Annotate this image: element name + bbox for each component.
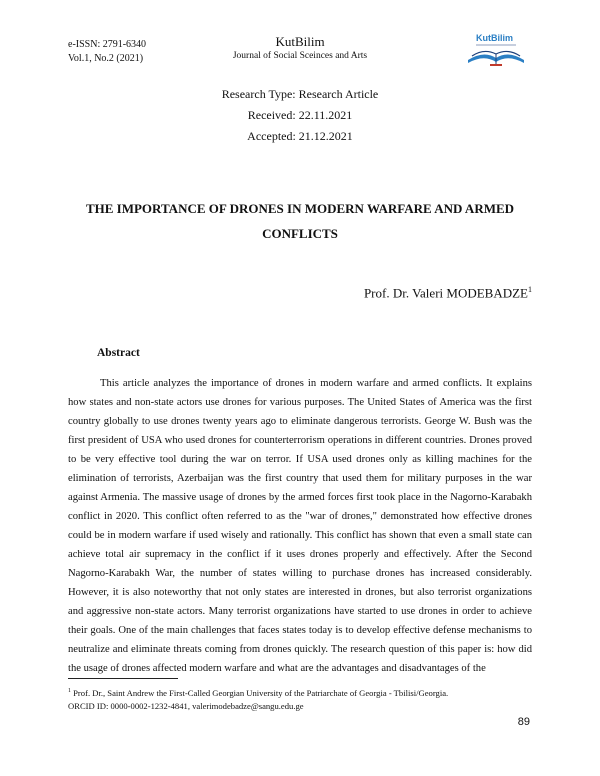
author-name: Prof. Dr. Valeri MODEBADZE (363, 285, 528, 301)
article-title: THE IMPORTANCE OF DRONES IN MODERN WARFARE AND ARMED CONFLICTS (85, 201, 515, 241)
footnote (68, 685, 538, 713)
journal-identifiers (68, 38, 146, 66)
abstract-heading: Abstract (97, 347, 140, 359)
journal-name: KutBilim (275, 34, 325, 49)
author-footnote-mark[interactable]: 1 (528, 285, 532, 294)
footnote-orcid: ORCID ID: 0000-0002-1232-4841, valerimodebadze@sangu.edu.ge (68, 700, 304, 711)
volume-issue: Vol.1, No.2 (2021) (68, 53, 144, 64)
footnote-line-1 (68, 685, 538, 700)
journal-header (200, 34, 400, 62)
abstract-text: This article analyzes the importance of drones in modern warfare and armed conflicts. It explains how states and non-state actors use drones for various purposes. The United States of America was the first country globally to use drones twenty years ago to eliminate dangerous terrorists. George W. Bush was the first president of USA who used drones for counterterrorism operations in different countries. Drones proved to be very effective tool during the war on terror. If USA used drones only as killing machines for the elimination of terrorists, Azerbaijan was the first country that used them for military purposes in the war against Armenia. The massive usage of drones by the armed forces first took place in the Nagorno-Karabakh conflict in 2020. This conflict often referred to as the "war of drones," demonstrated how effective drones could be in modern warfare if used wisely and rationally. This conflict has shown that even a small state can achieve total air supremacy in the conflict if it uses drones properly and effectively. After the Second Nagorno-Karabakh War, the number of states willing to purchase drones has increased considerably. However, it is also noteworthy that not only states are interested in drones, but also terrorist organizations and aggressive non-state actors. Many terrorist organizations have started to use drones in order to achieve their goals. One of the main challenges that faces states today is to develop effective defense mechanisms to neutralize and eliminate threats coming from drones quickly. The research question of this paper is: how did the usage of drones affected modern warfare and what are the advantages and disadvantages of the (68, 378, 532, 674)
book-logo-icon (462, 30, 530, 68)
footnote-affiliation: Prof. Dr., Saint Andrew the First-Called Georgian University of the Patriarchate of Georgia - Tbilisi/Georgia. (71, 687, 449, 698)
research-type: Research Type: Research Article (221, 87, 379, 101)
journal-subtitle: Journal of Social Sceinces and Arts (232, 51, 368, 61)
author (364, 285, 532, 301)
logo-text: KutBilim (476, 33, 513, 43)
article-metadata (0, 84, 600, 147)
journal-logo (462, 30, 530, 68)
page-number: 89 (517, 716, 530, 728)
received-date: Received: 22.11.2021 (247, 108, 353, 122)
issn: e-ISSN: 2791-6340 (68, 39, 147, 50)
footnote-mark: 1 (68, 688, 71, 694)
accepted-date: Accepted: 21.12.2021 (247, 129, 353, 143)
footnote-divider (68, 678, 178, 679)
